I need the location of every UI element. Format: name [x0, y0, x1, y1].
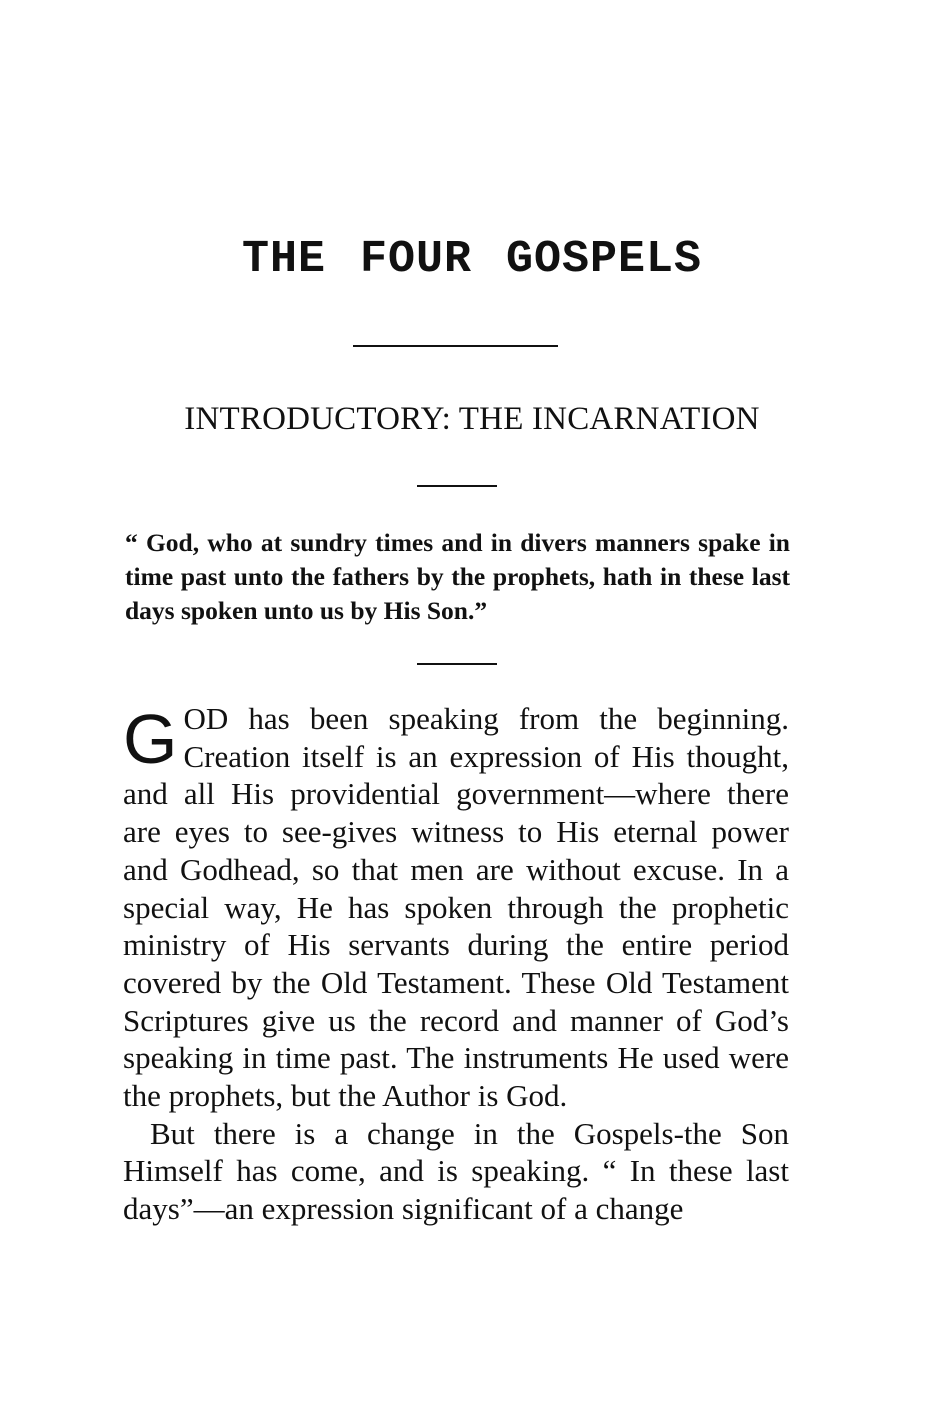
chapter-subtitle: INTRODUCTORY: THE INCARNATION — [184, 401, 760, 437]
paragraph: But there is a change in the Gospels-the Son Himself has come, and is speaking. “ In these last days”—an expression significant of a change — [123, 1115, 789, 1227]
epigraph-quote: “ God, who at sundry times and in divers manners spake in time past unto the fathers by the prophets, hath in these last days spoken unto us by His Son.” — [125, 528, 790, 625]
epigraph-divider — [417, 663, 497, 665]
subtitle-divider — [417, 485, 497, 487]
body-text — [123, 700, 789, 1228]
paragraph-text: OD has been speaking from the beginning. Creation itself is an expression of His thought, and all His providential government—where there are eyes to see-gives witness to His eternal power and Godhead, so that men are without excuse. In a special way, He has spoken through the prophetic ministry of His servants during the entire period covered by the Old Testament. These Old Testament Scriptures give us the record and manner of God’s speaking in time past. The instruments He used were the prophets, but the Author is God. — [123, 701, 789, 1114]
drop-cap: G — [123, 700, 178, 778]
page-title: THE FOUR GOSPELS — [241, 234, 703, 285]
paragraph — [123, 700, 789, 1115]
title-divider — [353, 345, 558, 347]
